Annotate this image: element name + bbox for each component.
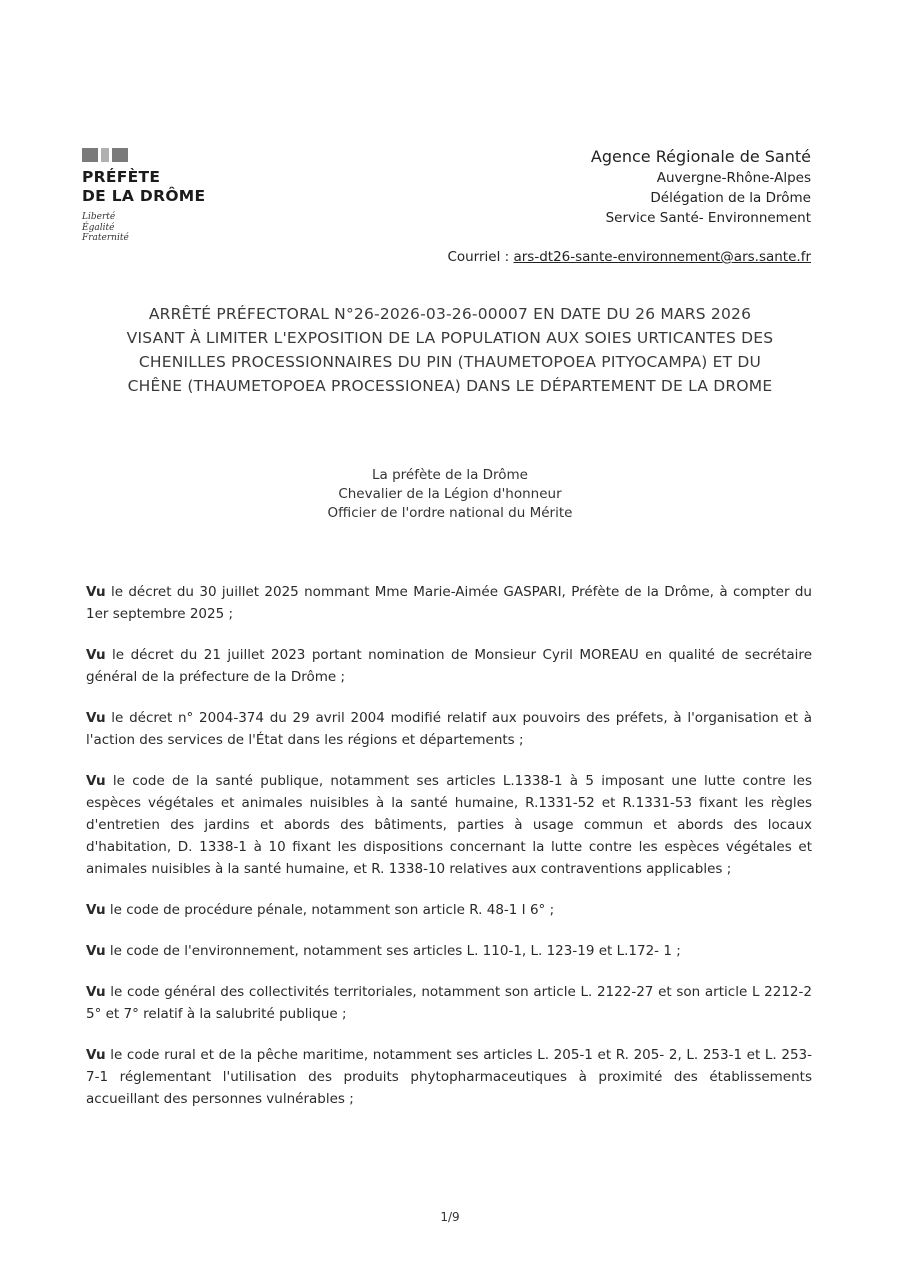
motto-fraternite: Fraternité — [82, 233, 129, 243]
contact-label: Courriel : — [447, 249, 514, 265]
agency-region: Auvergne-Rhône-Alpes — [656, 170, 811, 186]
agency-delegation: Délégation de la Drôme — [650, 190, 811, 206]
logo-line-1: PRÉFÈTE — [82, 168, 161, 186]
decree-title — [60, 302, 840, 398]
prefect-signature-block — [0, 466, 900, 523]
visa-paragraph: Vu le code général des collectivités territoriales, notamment son article L. 2122-27 et son article L 2212-2 5° et 7° relatif à la salubrité publique ; — [86, 984, 812, 1022]
title-line-3: CHENILLES PROCESSIONNAIRES DU PIN (THAUMETOPOEA PITYOCAMPA) ET DU — [138, 353, 762, 371]
motto-egalite: Égalité — [82, 222, 115, 233]
visa-paragraph: Vu le code rural et de la pêche maritime, notamment ses articles L. 205-1 et R. 205- 2, L. 253-1 et L. 253-7-1 réglementant l'utilisation des produits phytopharmaceutiques à proximité des établissements accueillant des personnes vulnérables ; — [86, 1047, 812, 1107]
visas-list — [86, 581, 812, 1129]
logo-line-2: DE LA DRÔME — [82, 187, 206, 205]
title-line-2: VISANT À LIMITER L'EXPOSITION DE LA POPULATION AUX SOIES URTICANTES DES — [126, 329, 774, 347]
visa-paragraph: Vu le code de procédure pénale, notamment son article R. 48-1 I 6° ; — [86, 902, 555, 918]
visa-paragraph: Vu le décret du 21 juillet 2023 portant nomination de Monsieur Cyril MOREAU en qualité de secrétaire général de la préfecture de la Drôme ; — [86, 647, 812, 685]
prefect-honor-2: Officier de l'ordre national du Mérite — [327, 505, 573, 521]
agency-name: Agence Régionale de Santé — [590, 147, 811, 166]
title-line-4: CHÊNE (THAUMETOPOEA PROCESSIONEA) DANS LE DÉPARTEMENT DE LA DROME — [127, 377, 773, 395]
prefect-title: La préfète de la Drôme — [371, 467, 528, 483]
visa-paragraph: Vu le code de la santé publique, notamment ses articles L.1338-1 à 5 imposant une lutte contre les espèces végétales et animales nuisibles à la santé humaine, R.1331-52 et R.1331-53 fixant les règles d'entretien des jardins et abords des bâtiments, parties à usage commun et abords des locaux d'habitation, D. 1338-1 à 10 fixant les dispositions concernant la lutte contre les espèces végétales et animales nuisibles à la santé humaine, et R. 1338-10 relatives aux contraventions applicables ; — [86, 773, 812, 877]
visa-paragraph: Vu le code de l'environnement, notamment ses articles L. 110-1, L. 123-19 et L.172- 1 ; — [86, 943, 681, 959]
page-number: 1/9 — [440, 1210, 460, 1224]
contact-line — [447, 249, 811, 265]
agency-service: Service Santé- Environnement — [605, 210, 811, 226]
prefect-honor-1: Chevalier de la Légion d'honneur — [338, 486, 562, 502]
visa-paragraph: Vu le décret n° 2004-374 du 29 avril 2004 modifié relatif aux pouvoirs des préfets, à l'organisation et à l'action des services de l'État dans les régions et départements ; — [86, 710, 812, 748]
contact-email-link[interactable]: ars-dt26-sante-environnement@ars.sante.fr — [513, 249, 811, 265]
motto-liberte: Liberté — [82, 212, 116, 222]
republic-motto — [82, 212, 232, 244]
title-line-1: ARRÊTÉ PRÉFECTORAL N°26-2026-03-26-00007 EN DATE DU 26 MARS 2026 — [148, 305, 752, 323]
prefecture-logo — [82, 148, 232, 244]
visa-paragraph: Vu le décret du 30 juillet 2025 nommant Mme Marie-Aimée GASPARI, Préfète de la Drôme, à compter du 1er septembre 2025 ; — [86, 584, 812, 622]
marianne-logo-icon — [82, 148, 232, 162]
agency-header — [591, 146, 811, 228]
